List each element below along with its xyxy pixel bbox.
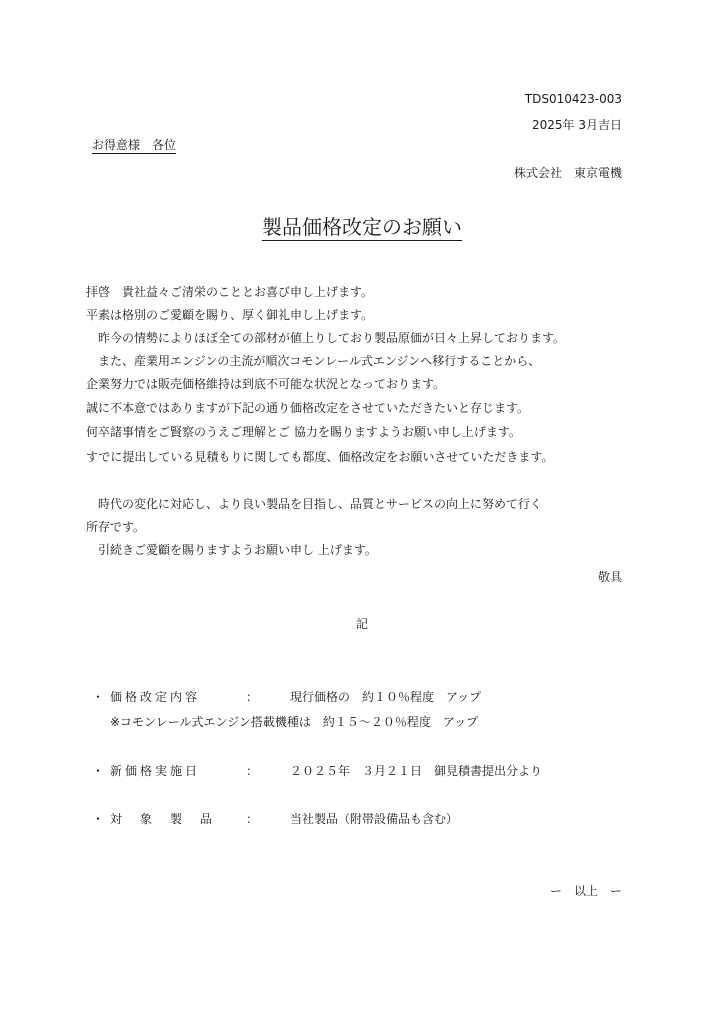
document-title	[0, 212, 724, 242]
item-label: 対 象 製 品	[110, 812, 216, 826]
body-line: 昨今の情勢によりほぼ全ての部材が値上りしており製品原価が日々上昇しております。	[86, 331, 566, 345]
closing-line: 時代の変化に対応し、より良い製品を目指し、品質とサービスの向上に努めて行く	[86, 497, 543, 511]
item-value: 現行価格の 約１０％程度 アップ	[290, 690, 482, 704]
body-line: すでに提出している見積もりに関しても都度、価格改定をお願いさせていただきます。	[86, 450, 554, 464]
item-note: ※コモンレール式エンジン搭載機種は 約１５～２０％程度 アップ	[110, 715, 479, 729]
closing-line: 引続きご愛顧を賜りますようお願い申し 上げます。	[86, 543, 377, 557]
ijo-closing: ー 以上 ー	[549, 884, 622, 898]
item-colon: ：	[246, 812, 259, 826]
addressee	[92, 136, 176, 153]
document-number: TDS010423-003	[524, 92, 622, 106]
item-colon: ：	[246, 764, 259, 778]
body-line: また、産業用エンジンの主流が順次コモンレール式エンジンへ移行することから、	[86, 354, 541, 368]
body-line: 誠に不本意ではありますが下記の通り価格改定をさせていただきたいと存じます。	[86, 401, 530, 415]
ki-heading: 記	[355, 617, 368, 631]
document-title-text: 製品価格改定のお願い	[262, 215, 462, 239]
item-bullet: ・	[92, 764, 105, 778]
item-value: ２０２５年 ３月２１日 御見積書提出分より	[290, 764, 543, 778]
sender-company: 株式会社 東京電機	[513, 166, 622, 180]
item-bullet: ・	[92, 690, 105, 704]
document-date: 2025年 3月吉日	[532, 118, 622, 132]
item-label: 新価格実施日	[110, 764, 201, 778]
addressee-text: お得意様 各位	[92, 138, 177, 152]
body-line: 企業努力では販売価格維持は到底不可能な状況となっております。	[86, 377, 446, 391]
body-line: 何卒諸事情をご賢察のうえご理解とご 協力を賜りますようお願い申し上げます。	[86, 425, 521, 439]
body-line: 平素は格別のご愛顧を賜り、厚く御礼申し上げます。	[86, 308, 374, 322]
closing-line: 所存です。	[86, 520, 146, 534]
keigu: 敬具	[597, 570, 622, 584]
item-bullet: ・	[92, 812, 105, 826]
body-line: 拝啓 貴社益々ご清栄のこととお喜び申し上げます。	[86, 285, 374, 299]
item-value: 当社製品（附帯設備品も含む）	[290, 812, 459, 826]
item-label: 価格改定内容	[110, 690, 201, 704]
item-colon: ：	[246, 690, 259, 704]
